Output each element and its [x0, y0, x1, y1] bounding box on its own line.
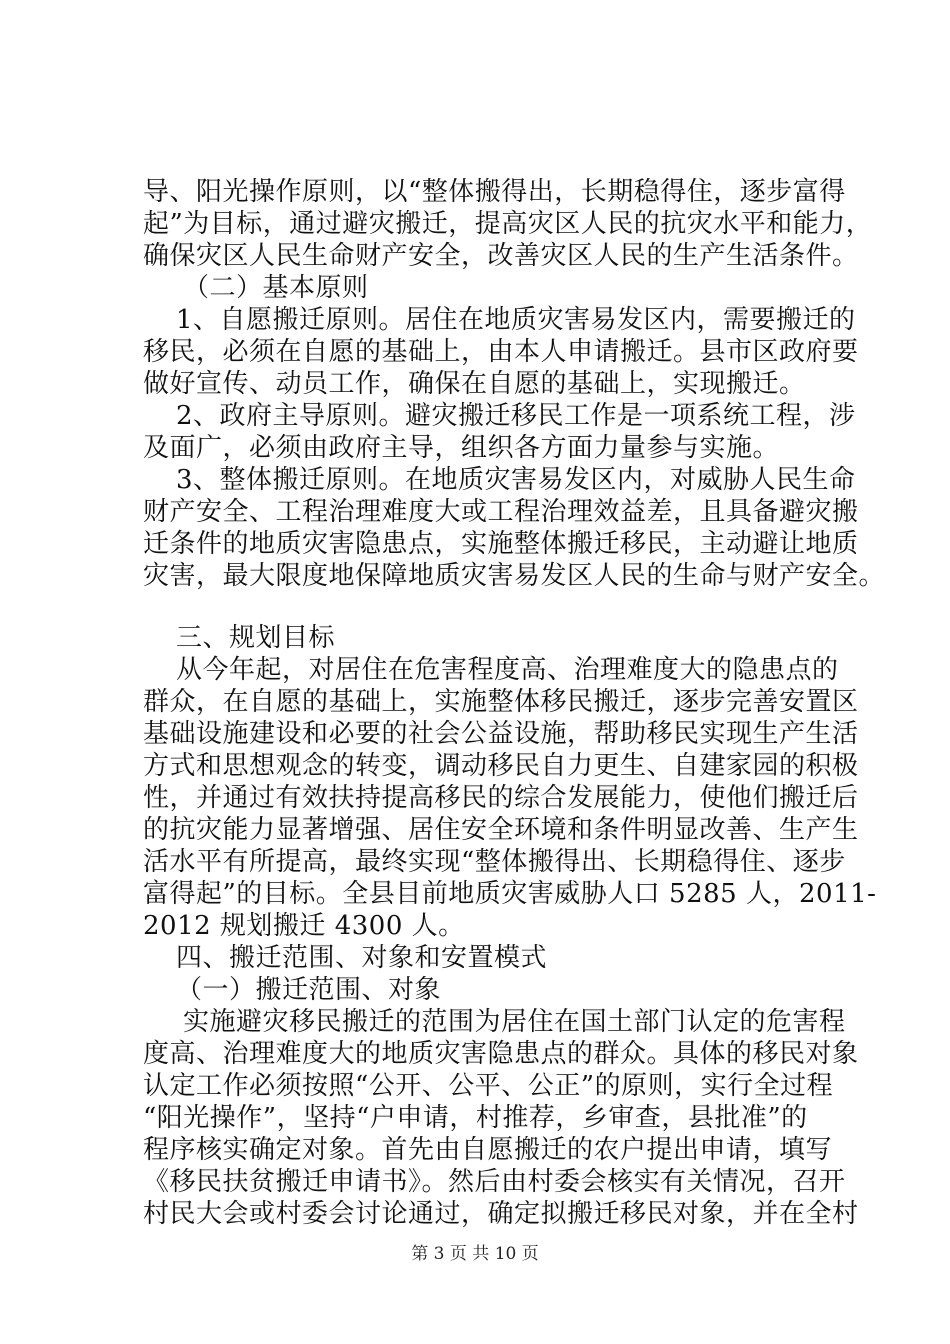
- text-line: 移民，必须在自愿的基础上，由本人申请搬迁。县市区政府要: [143, 337, 859, 367]
- section-heading: 三、规划目标: [176, 623, 336, 653]
- text-line: 群众，在自愿的基础上，实施整体移民搬迁，逐步完善安置区: [143, 687, 859, 717]
- text-line: 富得起”的目标。全县目前地质灾害威胁人口 5285 人，2011-: [143, 879, 877, 909]
- section-heading: 四、搬迁范围、对象和安置模式: [176, 943, 548, 973]
- text-line: “阳光操作”，坚持“户申请，村推荐，乡审查，县批准”的: [143, 1103, 808, 1133]
- text-line: 从今年起，对居住在危害程度高、治理难度大的隐患点的: [176, 655, 839, 685]
- text-line: 活水平有所提高，最终实现“整体搬得出、长期稳得住、逐步: [143, 847, 846, 877]
- text-line: 程序核实确定对象。首先由自愿搬迁的农户提出申请，填写: [143, 1135, 833, 1165]
- text-line: 的抗灾能力显著增强、居住安全环境和条件明显改善、生产生: [143, 815, 859, 845]
- text-line: 1、自愿搬迁原则。居住在地质灾害易发区内，需要搬迁的: [176, 305, 856, 335]
- text-line: 《移民扶贫搬迁申请书》。然后由村委会核实有关情况，召开: [143, 1167, 846, 1197]
- text-line: 做好宣传、动员工作，确保在自愿的基础上，实现搬迁。: [143, 369, 806, 399]
- text-line: 基础设施建设和必要的社会公益设施，帮助移民实现生产生活: [143, 719, 859, 749]
- text-line: 确保灾区人民生命财产安全，改善灾区人民的生产生活条件。: [143, 241, 859, 271]
- text-line: 迁条件的地质灾害隐患点，实施整体搬迁移民，主动避让地质: [143, 529, 859, 559]
- text-line: 村民大会或村委会讨论通过，确定拟搬迁移民对象，并在全村: [143, 1199, 859, 1229]
- text-line: 2、政府主导原则。避灾搬迁移民工作是一项系统工程，涉: [176, 401, 856, 431]
- text-line: 起”为目标，通过避灾搬迁，提高灾区人民的抗灾水平和能力，: [143, 209, 873, 239]
- text-line: 度高、治理难度大的地质灾害隐患点的群众。具体的移民对象: [143, 1039, 859, 1069]
- text-line: 财产安全、工程治理难度大或工程治理效益差，且具备避灾搬: [143, 497, 859, 527]
- text-line: 3、整体搬迁原则。在地质灾害易发区内，对威胁人民生命: [176, 465, 856, 495]
- text-line: 导、阳光操作原则，以“整体搬得出，长期稳得住，逐步富得: [143, 177, 846, 207]
- section-subheading: （一）搬迁范围、对象: [176, 975, 442, 1005]
- text-line: 方式和思想观念的转变，调动移民自力更生、自建家园的积极: [143, 751, 859, 781]
- text-line: 实施避灾移民搬迁的范围为居住在国土部门认定的危害程: [183, 1007, 846, 1037]
- text-line: 性，并通过有效扶持提高移民的综合发展能力，使他们搬迁后: [143, 783, 859, 813]
- page-number: 第 3 页 共 10 页: [411, 1244, 539, 1264]
- text-line: 灾害，最大限度地保障地质灾害易发区人民的生命与财产安全。: [143, 561, 886, 591]
- text-line: 2012 规划搬迁 4300 人。: [143, 911, 465, 941]
- section-subheading: （二）基本原则: [183, 273, 369, 303]
- text-line: 及面广，必须由政府主导，组织各方面力量参与实施。: [143, 433, 780, 463]
- text-line: 认定工作必须按照“公开、公平、公正”的原则，实行全过程: [143, 1071, 834, 1101]
